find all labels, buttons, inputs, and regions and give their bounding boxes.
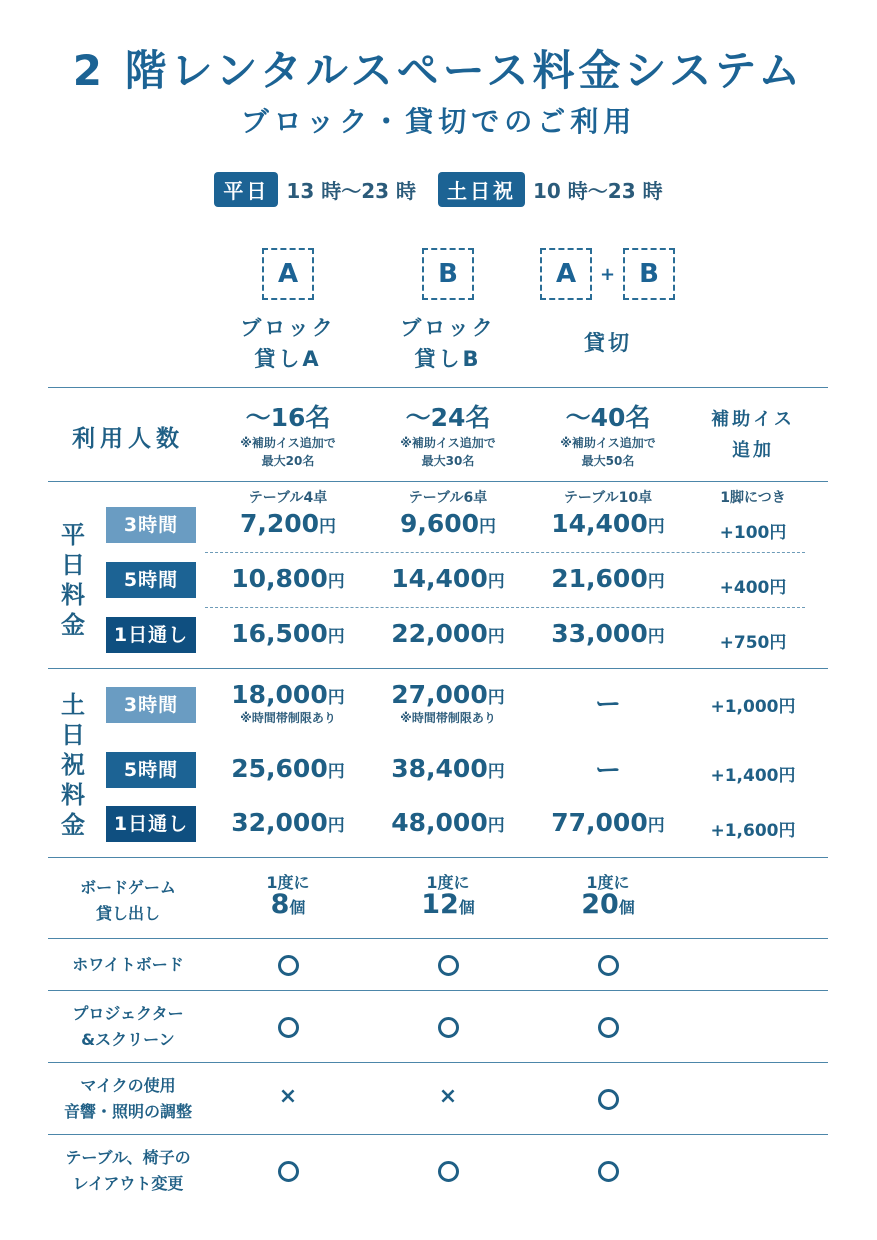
available-circle-icon [278, 1017, 299, 1038]
weekday-fullday-extra [688, 628, 818, 653]
yen-unit: 円 [327, 762, 345, 782]
boardgame-count: 20 [581, 889, 619, 920]
weekday-tag-3h: 3時間 [106, 507, 196, 543]
weekday-hours: 13 時〜23 時 [286, 179, 416, 203]
feature-label-line: テーブル、椅子の [65, 1148, 191, 1167]
feature-row [0, 1063, 877, 1135]
weekday-3h-a [208, 509, 368, 538]
capacity-extra [688, 404, 818, 466]
price-value: 14,400 [551, 509, 648, 538]
yen-unit: 円 [327, 572, 345, 592]
boardgame-count: 8 [270, 889, 290, 920]
holiday-label-char: 料 [61, 781, 85, 809]
capacity-extra-line1: 補助イス [711, 409, 795, 430]
weekday-3h-full [528, 509, 688, 538]
price-value: 9,600 [399, 509, 480, 538]
capacity-full-note1: ※補助イス追加で [560, 436, 656, 450]
feature-row [0, 1135, 877, 1207]
feature-row [0, 991, 877, 1063]
feature-label-line: ホワイトボード [72, 954, 184, 974]
holiday-5h-extra [688, 761, 818, 786]
divider [48, 668, 828, 669]
feature-label-line: マイクの使用 [80, 1076, 176, 1095]
weekday-sub-extra: 1脚につき [720, 490, 786, 506]
plan-a-label-line2: 貸しA [254, 347, 322, 371]
boardgame-b [368, 872, 528, 919]
boardgame-unit: 個 [618, 898, 635, 917]
weekday-sub-full: テーブル10卓 [563, 490, 653, 506]
plan-full-plus: + [600, 264, 616, 285]
holiday-section-label [58, 690, 88, 840]
capacity-b-value: 〜24名 [405, 403, 491, 432]
page-title: 2 階レンタルスペース料金システム [72, 46, 805, 95]
boardgame-label-line2: 貸し出し [95, 904, 160, 923]
holiday-fullday-a [208, 808, 368, 837]
weekday-3h-extra [688, 518, 818, 543]
weekday-tag-fullday: 1日通し [106, 617, 196, 653]
weekday-label-char: 日 [61, 551, 85, 579]
yen-unit: 円 [327, 688, 345, 708]
price-value: 27,000 [391, 680, 488, 709]
plan-a-label-line1: ブロック [240, 316, 336, 340]
weekday-sub-b: テーブル6卓 [408, 490, 488, 506]
yen-unit: 円 [778, 766, 796, 786]
price-value: +750 [719, 633, 770, 653]
boardgame-label [48, 875, 208, 927]
boardgame-per: 1度に [586, 873, 630, 892]
plan-full-box-b: B [623, 248, 675, 300]
holiday-3h-extra [688, 692, 818, 717]
boardgame-unit: 個 [458, 898, 475, 917]
yen-unit: 円 [647, 517, 665, 537]
weekday-badge: 平日 [214, 172, 278, 207]
weekday-5h-extra [688, 573, 818, 598]
page-subtitle: ブロック・貸切でのご利用 [240, 105, 637, 138]
available-circle-icon [598, 1089, 619, 1110]
yen-unit: 円 [487, 572, 505, 592]
yen-unit: 円 [769, 578, 787, 598]
boardgame-label-line1: ボードゲーム [80, 878, 176, 897]
price-value: 48,000 [391, 808, 488, 837]
available-circle-icon [438, 1017, 459, 1038]
plan-full-label: 貸切 [584, 331, 632, 355]
divider [48, 857, 828, 858]
available-circle-icon [598, 955, 619, 976]
weekday-tag-5h: 5時間 [106, 562, 196, 598]
yen-unit: 円 [647, 816, 665, 836]
yen-unit: 円 [487, 762, 505, 782]
weekday-label-char: 料 [61, 581, 85, 609]
holiday-badge: 土日祝 [438, 172, 525, 207]
available-circle-icon [598, 1017, 619, 1038]
boardgame-a [208, 872, 368, 919]
divider [48, 481, 828, 482]
holiday-fullday-full [528, 808, 688, 837]
price-value: 38,400 [391, 754, 488, 783]
divider [48, 387, 828, 388]
holiday-3h-b [368, 680, 528, 727]
holiday-5h-b [368, 754, 528, 783]
weekday-5h-full [528, 564, 688, 593]
boardgame-full [528, 872, 688, 919]
available-circle-icon [278, 1161, 299, 1182]
capacity-b-note2: 最大30名 [421, 454, 475, 468]
holiday-label-char: 金 [61, 811, 85, 839]
feature-label-line: レイアウト変更 [72, 1174, 184, 1193]
weekday-5h-a [208, 564, 368, 593]
holiday-label-char: 土 [61, 691, 85, 719]
yen-unit: 円 [319, 517, 337, 537]
yen-unit: 円 [487, 627, 505, 647]
plan-b-box: B [422, 248, 474, 300]
yen-unit: 円 [778, 697, 796, 717]
capacity-label: 利用人数 [72, 426, 184, 452]
yen-unit: 円 [769, 523, 787, 543]
plan-full-box-a: A [540, 248, 592, 300]
weekday-fullday-b [368, 619, 528, 648]
feature-label [48, 1145, 208, 1197]
feature-row [0, 938, 877, 991]
available-circle-icon [598, 1161, 619, 1182]
available-circle-icon [438, 1161, 459, 1182]
holiday-5h-full: ー [594, 756, 621, 786]
yen-unit: 円 [487, 816, 505, 836]
holiday-tag-3h: 3時間 [106, 687, 196, 723]
yen-unit: 円 [327, 816, 345, 836]
capacity-a-note1: ※補助イス追加で [240, 436, 336, 450]
weekday-fullday-a [208, 619, 368, 648]
yen-unit: 円 [647, 572, 665, 592]
boardgame-unit: 個 [289, 898, 306, 917]
holiday-label-char: 日 [61, 721, 85, 749]
capacity-a-value: 〜16名 [245, 403, 331, 432]
holiday-3h-a [208, 680, 368, 727]
available-circle-icon [438, 955, 459, 976]
price-value: 10,800 [231, 564, 328, 593]
feature-label [48, 1073, 208, 1125]
capacity-full-value: 〜40名 [565, 403, 651, 432]
unavailable-cross-icon: × [278, 1084, 298, 1109]
capacity-full [528, 398, 688, 470]
boardgame-per: 1度に [266, 873, 310, 892]
capacity-a-note2: 最大20名 [261, 454, 315, 468]
boardgame-count: 12 [421, 889, 459, 920]
yen-unit: 円 [479, 517, 497, 537]
holiday-tag-fullday: 1日通し [106, 806, 196, 842]
yen-unit: 円 [647, 627, 665, 647]
weekday-label-char: 金 [61, 611, 85, 639]
available-circle-icon [278, 955, 299, 976]
capacity-b [368, 398, 528, 470]
plan-b-label [378, 313, 518, 375]
holiday-hours: 10 時〜23 時 [533, 179, 663, 203]
unavailable-cross-icon: × [438, 1084, 458, 1109]
feature-label-line: プロジェクター [72, 1004, 184, 1023]
price-value: 7,200 [239, 509, 320, 538]
yen-unit: 円 [327, 627, 345, 647]
capacity-extra-line2: 追加 [732, 440, 774, 461]
weekday-label-char: 平 [61, 521, 85, 549]
feature-label-line: &スクリーン [81, 1030, 175, 1049]
yen-unit: 円 [769, 633, 787, 653]
price-value: 14,400 [391, 564, 488, 593]
dashed-divider [205, 607, 805, 608]
price-value: +400 [719, 578, 770, 598]
feature-label [48, 952, 208, 978]
capacity-b-note1: ※補助イス追加で [400, 436, 496, 450]
price-value: 16,500 [231, 619, 328, 648]
price-value: 21,600 [551, 564, 648, 593]
yen-unit: 円 [487, 688, 505, 708]
weekday-sub-a: テーブル4卓 [248, 490, 328, 506]
dashed-divider [205, 552, 805, 553]
hours-bar [0, 172, 877, 207]
feature-label-line: 音響・照明の調整 [63, 1102, 192, 1121]
boardgame-per: 1度に [426, 873, 470, 892]
plan-a-label [218, 313, 358, 375]
price-value: +1,000 [710, 697, 779, 717]
holiday-3h-full: ー [594, 690, 621, 720]
holiday-tag-5h: 5時間 [106, 752, 196, 788]
price-value: 32,000 [231, 808, 328, 837]
capacity-full-note2: 最大50名 [581, 454, 635, 468]
weekday-fullday-full [528, 619, 688, 648]
plan-b-label-line1: ブロック [400, 316, 496, 340]
weekday-5h-b [368, 564, 528, 593]
price-value: 22,000 [391, 619, 488, 648]
plan-a-box: A [262, 248, 314, 300]
time-restriction-note: ※時間帯制限あり [400, 711, 496, 725]
price-value: +1,400 [710, 766, 779, 786]
yen-unit: 円 [778, 821, 796, 841]
capacity-a [208, 398, 368, 470]
weekday-3h-b [368, 509, 528, 538]
price-value: 18,000 [231, 680, 328, 709]
price-value: +1,600 [710, 821, 779, 841]
plan-b-label-line2: 貸しB [414, 347, 482, 371]
time-restriction-note: ※時間帯制限あり [240, 711, 336, 725]
price-value: +100 [719, 523, 770, 543]
holiday-label-char: 祝 [61, 751, 85, 779]
price-value: 77,000 [551, 808, 648, 837]
holiday-fullday-b [368, 808, 528, 837]
feature-label [48, 1001, 208, 1053]
holiday-5h-a [208, 754, 368, 783]
price-value: 33,000 [551, 619, 648, 648]
holiday-fullday-extra [688, 816, 818, 841]
price-value: 25,600 [231, 754, 328, 783]
weekday-section-label [58, 520, 88, 640]
